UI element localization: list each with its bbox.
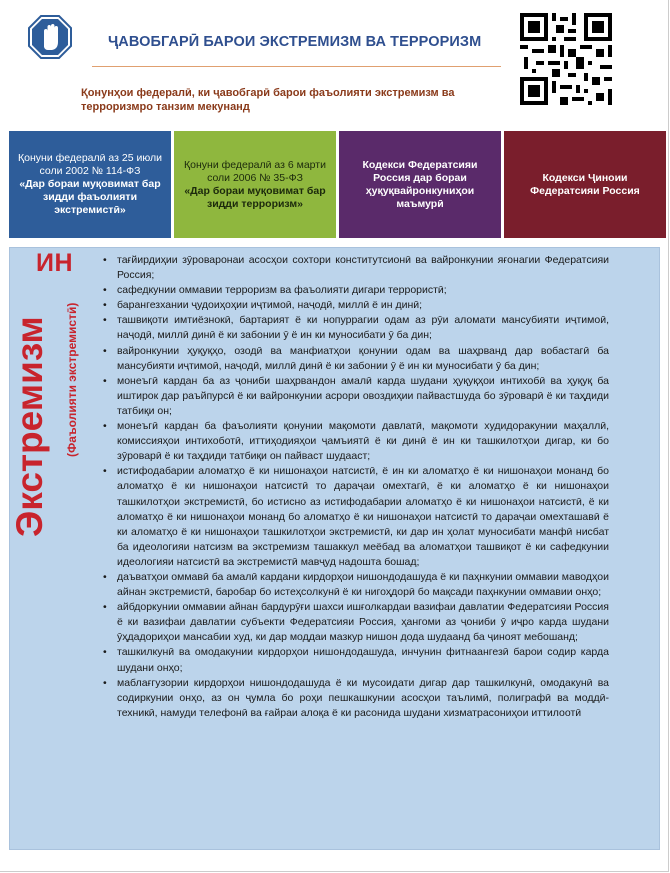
list-item: • истифодабарии аломатҳо ё ки нишонаҳои натсистӣ, ё ин ки аломатҳо ё ки нишонаҳои монанд бо аломатҳо ё ки нишонаҳои натсистӣ то дараҷаи омехтагӣ, ё ки аломатҳо ё ки нишонаҳои ташкилотҳои экстремистӣ, бо истисно аз истифодабарии аломатҳо ё ки нишонаҳои натсистӣ, ё ки аломатҳо ё ки нишонаҳои монанд бо аломатҳо ё ки нишонаҳои натсистӣ то дараҷаи омехташавӣ ё ки аломатҳо ё ки нишонаҳои ташкилотҳои экстремистӣ, ки дар ин ҳолат муносибати манфӣ нисбат ба идеологияи натсизм ва экстремизм ташаккул меёбад ва аломатҳои ташвиқот ё ки сафедкунии идеологияи натсистӣ ва экстремистӣ мавҷуд надошта бошад;	[101, 464, 609, 570]
law-card-heading: Қонуни федералӣ аз 6 марти соли 2006 № 35-ФЗ	[184, 158, 326, 184]
title-divider	[92, 66, 501, 67]
side-labels	[9, 247, 91, 850]
list-item: • монеъгӣ кардан ба фаъолияти қонунии мақомоти давлатӣ, мақомоти худидоракунии маҳаллӣ, комиссияҳои интихоботӣ, иттиҳодияҳои ҷамъиятӣ ё ки динӣ ё ин ки ташкилотҳои дигар, ки бо зӯроварӣ ё ки таҳдиди татбиқи он пайваст шудааст;	[101, 419, 609, 464]
law-card-name: «Дар бораи муқовимат бар зидди фаъолияти экстремистӣ»	[19, 178, 161, 216]
page-title: ҶАВОБГАРӢ БАРОИ ЭКСТРЕМИЗМ ВА ТЕРРОРИЗМ	[108, 34, 482, 50]
page-subtitle: Қонунҳои федералӣ, ки ҷавобгарӣ барои фаъолияти экстремизм ва терроризмро танзим мекунанд	[81, 87, 455, 113]
list-item: • барангезхании ҷудоиҳоҳии иҷтимоӣ, наҷодӣ, миллӣ ё ин динӣ;	[101, 298, 609, 313]
list-item: • сафедкунии оммавии терроризм ва фаъолияти дигари террористӣ;	[101, 283, 609, 298]
law-card-114fz[interactable]	[9, 131, 171, 238]
list-item: • даъватҳои оммавӣ ба амалӣ кардани кирдорҳои нишондодашуда ё ки паҳнкунии оммавии маводҳои айнан экстремистӣ, баробар бо истеҳсолкунӣ ё ки нигоҳдорӣ бо мақсади паҳнкунии оммавии онҳо;	[101, 570, 609, 600]
law-card-heading: Кодекси Ҷиноии Федератсияи Россия	[530, 171, 640, 197]
list-item: • маблағгузории кирдорҳои нишондодашуда ё ки мусоидати дигар дар ташкилкунӣ, омодакунӣ ва содиркунии онҳо, аз он ҷумла бо роҳи пешкашкунии асосҳои таълимӣ, полиграфӣ ва моддӣ-техникӣ, намуди телефонӣ ва ғайраи алоқа ё ки расонида шудани хизматрасониҳои иттилоотӣ	[101, 676, 609, 721]
law-cards	[9, 131, 666, 238]
extremism-vertical-title: Экстремизм	[9, 316, 50, 537]
list-item: • вайронкунии ҳуқуқҳо, озодӣ ва манфиатҳои қонунии одам ва шаҳрванд дар вобастагӣ ба мансубияти иҷтимоӣ, наҷодӣ, миллӣ динӣ ё ки забонии ӯ ё ин ки муносибати ӯ ба дин;	[101, 344, 609, 374]
law-card-uk[interactable]	[504, 131, 666, 238]
law-card-heading: Кодекси Федератсияи Россия дар бораи ҳуқуқвайронкуниҳои маъмурӣ	[362, 158, 478, 210]
list-item: • ташвиқоти имтиёзнокӣ, бартарият ё ки нопуррагии одам аз рӯи аломати мансубияти иҷтимоӣ, наҷодӣ, миллӣ динӣ ё ки забонии ӯ ё ин ки муносибати ӯ ба дин;	[101, 313, 609, 343]
list-item: • монеъгӣ кардан ба аз ҷониби шаҳрвандон амалӣ карда шудани ҳуқуқҳои интихобӣ ва ҳуқуқ ба иштирок дар раъйпурсӣ ё ки вайронкунии асрори овоздиҳии пайвастшуда бо зӯроварӣ ё ки таҳдиди татбиқи он;	[101, 374, 609, 419]
list-item: • тағйирдиҳии зӯроваронаи асосҳои сохтори конститутсионӣ ва вайронкунии яғонагии Федератсияи Россия;	[101, 253, 609, 283]
qr-code-icon[interactable]	[516, 9, 616, 109]
law-card-koap[interactable]	[339, 131, 501, 238]
stop-hand-icon	[28, 15, 72, 59]
extremism-definition-list	[101, 253, 609, 721]
list-item: • ташкилкунӣ ва омодакунии кирдорҳои нишондодашуда, инчунин фитнаангезӣ барои содир карда шудани онҳо;	[101, 645, 609, 675]
law-card-name: «Дар бораи муқовимат бар зидди терроризм»	[184, 184, 326, 210]
extremism-vertical-subtitle: (Фаъолияти экстремистӣ)	[65, 302, 79, 457]
list-item: • айбдоркунии оммавии айнан бардурӯғи шахси ишғолкардаи вазифаи давлатии Федератсияи Россия ё ки вазифаи давлатии субъекти Федератсияи Россия, ҳангоми аз ҷониби ӯ иҷро карда шудани ӯҳдадориҳои мансабии худ, ки дар моддаи мазкур нишон дода шудаанд ба ҷиноят мебошанд;	[101, 600, 609, 645]
law-card-35fz[interactable]	[174, 131, 336, 238]
law-card-heading: Қонуни федералӣ аз 25 июли соли 2002 № 114-ФЗ	[18, 152, 162, 177]
in-label: ИН	[36, 249, 74, 277]
